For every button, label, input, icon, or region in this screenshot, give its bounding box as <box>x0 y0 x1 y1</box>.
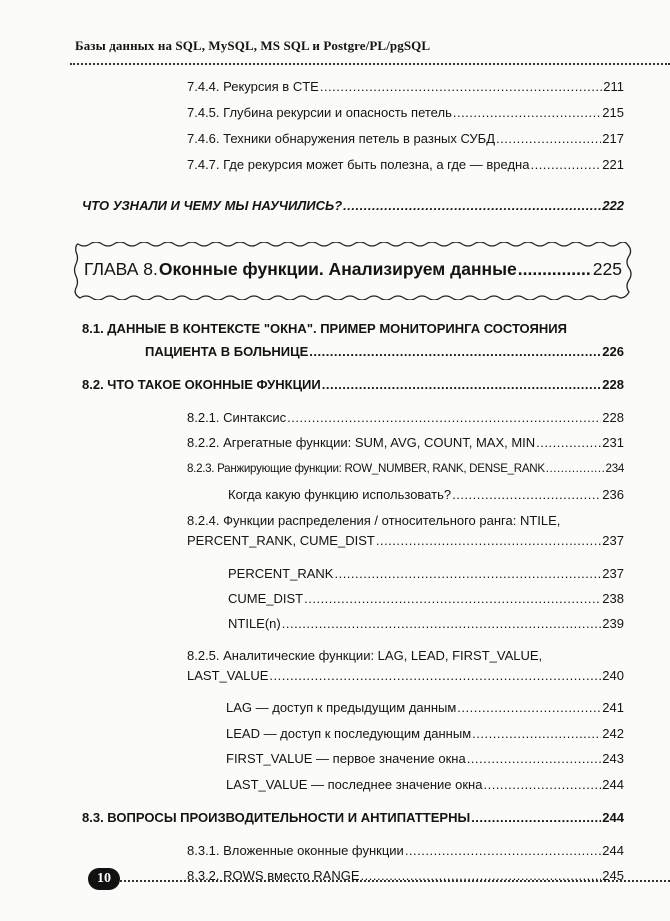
leader-dots <box>287 410 601 426</box>
toc-entry-page: 240 <box>602 668 624 683</box>
chapter-page: 225 <box>592 259 622 279</box>
toc-entry-title: 7.4.5. Глубина рекурсии и опасность петель <box>187 105 452 120</box>
leader-dots <box>453 105 601 121</box>
toc-entry-title: 8.3. ВОПРОСЫ ПРОИЗВОДИТЕЛЬНОСТИ И АНТИПАТТЕРНЫ <box>82 810 471 825</box>
page-number: 10 <box>88 868 120 890</box>
footer-divider <box>120 880 670 882</box>
toc-entry-title: 7.4.7. Где рекурсия может быть полезна, а где — вредна <box>187 157 530 172</box>
toc-entry-page: 222 <box>602 198 624 213</box>
toc-entry-page: 234 <box>605 462 624 475</box>
leader-dots <box>452 487 601 503</box>
leader-dots <box>322 377 602 393</box>
leader-dots <box>309 344 601 360</box>
leader-dots <box>471 810 601 826</box>
toc-entry-8-2-4-line1[interactable]: 8.2.4. Функции распределения / относительного ранга: NTILE, <box>187 513 561 528</box>
toc-entry-percent-rank[interactable] <box>228 566 624 582</box>
toc-entry-title: ПАЦИЕНТА В БОЛЬНИЦЕ <box>145 344 309 359</box>
leader-dots <box>496 131 601 147</box>
leader-dots <box>536 435 601 451</box>
toc-entry-page: 244 <box>602 777 624 792</box>
toc-entry-page: 244 <box>602 810 624 825</box>
toc-entry-page: 238 <box>602 591 624 606</box>
leader-dots <box>304 591 601 607</box>
toc-entry-page: 236 <box>602 487 624 502</box>
toc-entry-page: 241 <box>602 700 624 715</box>
toc-entry-title: 8.2.1. Синтаксис <box>187 410 287 425</box>
toc-entry-lag[interactable] <box>226 700 624 716</box>
toc-entry-learned[interactable] <box>82 198 624 214</box>
toc-entry-title: 8.2. ЧТО ТАКОЕ ОКОННЫЕ ФУНКЦИИ <box>82 377 321 392</box>
toc-entry-7-4-5[interactable] <box>187 105 624 121</box>
toc-entry-title: 8.3.1. Вложенные оконные функции <box>187 843 404 858</box>
leader-dots <box>518 259 592 280</box>
leader-dots <box>472 726 601 742</box>
toc-entry-title: 7.4.4. Рекурсия в CTE <box>187 79 319 94</box>
toc-entry-title: Когда какую функцию использовать? <box>228 487 452 502</box>
leader-dots <box>457 700 601 716</box>
leader-dots <box>320 79 602 95</box>
toc-entry-8-3[interactable] <box>82 810 624 826</box>
toc-entry-8-1-line1[interactable]: 8.1. ДАННЫЕ В КОНТЕКСТЕ "ОКНА". ПРИМЕР МОНИТОРИНГА СОСТОЯНИЯ <box>82 321 567 336</box>
toc-entry-page: 215 <box>602 105 624 120</box>
header-divider <box>70 63 670 65</box>
toc-entry-page: 226 <box>602 344 624 359</box>
toc-entry-page: 217 <box>602 131 624 146</box>
toc-entry-page: 228 <box>602 377 624 392</box>
toc-entry-8-2-5-line1[interactable]: 8.2.5. Аналитические функции: LAG, LEAD, FIRST_VALUE, <box>187 648 543 663</box>
toc-entry-page: 231 <box>602 435 624 450</box>
toc-entry-title: LAG — доступ к предыдущим данным <box>226 700 457 715</box>
toc-entry-title: CUME_DIST <box>228 591 304 606</box>
toc-entry-page: 243 <box>602 751 624 766</box>
toc-entry-page: 221 <box>602 157 624 172</box>
toc-entry-7-4-4[interactable] <box>187 79 624 95</box>
toc-entry-7-4-6[interactable] <box>187 131 624 147</box>
toc-entry-title: PERCENT_RANK, CUME_DIST <box>187 533 375 548</box>
leader-dots <box>376 533 601 549</box>
toc-entry-first-value[interactable] <box>226 751 624 767</box>
chapter-title: Оконные функции. Анализируем данные <box>158 259 517 279</box>
running-header: Базы данных на SQL, MySQL, MS SQL и Postgre/PL/pgSQL <box>75 38 431 53</box>
toc-entry-8-2-4[interactable] <box>187 533 624 549</box>
toc-entry-title: NTILE(n) <box>228 616 281 631</box>
leader-dots <box>483 777 601 793</box>
toc-entry-page: 211 <box>603 79 624 94</box>
toc-entry-title: ЧТО УЗНАЛИ И ЧЕМУ МЫ НАУЧИЛИСЬ? <box>82 198 343 213</box>
toc-entry-8-2-1[interactable] <box>187 410 624 426</box>
toc-entry-title: 7.4.6. Техники обнаружения петель в разных СУБД <box>187 131 496 146</box>
toc-entry-title: 8.2.2. Агрегатные функции: SUM, AVG, COUNT, MAX, MIN <box>187 435 536 450</box>
leader-dots <box>269 668 601 684</box>
toc-entry-lead[interactable] <box>226 726 624 742</box>
toc-entry-title: 8.3.2. ROWS вместо RANGE <box>187 868 360 883</box>
toc-entry-page: 239 <box>602 616 624 631</box>
toc-entry-8-1[interactable] <box>145 344 624 360</box>
toc-entry-7-4-7[interactable] <box>187 157 624 173</box>
toc-entry-8-2-3-when[interactable] <box>228 487 624 503</box>
toc-entry-title: LAST_VALUE — последнее значение окна <box>226 777 483 792</box>
leader-dots <box>546 461 605 477</box>
toc-entry-title: LAST_VALUE <box>187 668 269 683</box>
toc-entry-last-value[interactable] <box>226 777 624 793</box>
leader-dots <box>334 566 601 582</box>
toc-entry-page: 237 <box>602 566 624 581</box>
chapter-8-heading[interactable] <box>70 242 635 300</box>
leader-dots <box>282 616 602 632</box>
toc-entry-title: LEAD — доступ к последующим данным <box>226 726 472 741</box>
toc-entry-8-2-2[interactable] <box>187 435 624 451</box>
toc-entry-8-2-5[interactable] <box>187 668 624 684</box>
toc-entry-ntile[interactable] <box>228 616 624 632</box>
leader-dots <box>467 751 602 767</box>
toc-entry-page: 237 <box>602 533 624 548</box>
toc-entry-8-3-1[interactable] <box>187 843 624 859</box>
leader-dots <box>405 843 601 859</box>
leader-dots <box>343 198 601 214</box>
toc-entry-page: 242 <box>602 726 624 741</box>
chapter-label: ГЛАВА 8. <box>84 259 158 279</box>
toc-entry-title: 8.2.3. Ранжирующие функции: ROW_NUMBER, RANK, DENSE_RANK <box>187 462 545 475</box>
toc-entry-cume-dist[interactable] <box>228 591 624 607</box>
toc-entry-page: 244 <box>602 843 624 858</box>
toc-entry-title: FIRST_VALUE — первое значение окна <box>226 751 466 766</box>
toc-entry-page: 245 <box>602 868 624 883</box>
leader-dots <box>530 157 601 173</box>
toc-entry-8-2-3[interactable] <box>187 461 624 477</box>
toc-entry-8-2[interactable] <box>82 377 624 393</box>
toc-entry-title: PERCENT_RANK <box>228 566 334 581</box>
toc-entry-page: 228 <box>602 410 624 425</box>
